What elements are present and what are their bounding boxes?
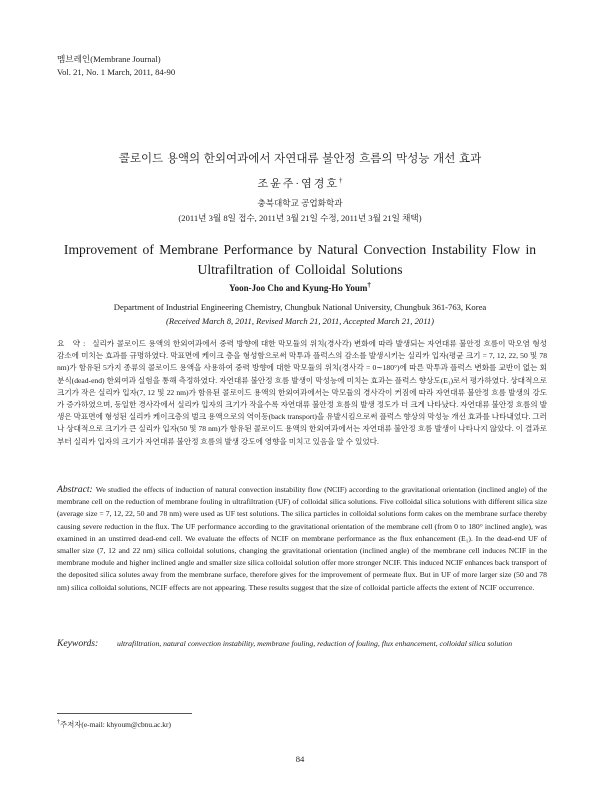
- english-dates: (Received March 8, 2011, Revised March 21, 2011, Accepted March 21, 2011): [165, 316, 435, 326]
- journal-header: [57, 53, 175, 79]
- korean-abstract-label: 요 약:: [57, 339, 89, 348]
- keywords: [57, 638, 547, 650]
- english-abstract-text: We studied the effects of induction of natural convection instability flow (NCIF) according to the gravitational orientation (inclined angle) of the membrane cell on the reduction of membrane fouling in ultrafiltration (UF) of colloidal silica solutions. Five colloidal silica solutions with different silica size (average size = 7, 12, 22, 50 and 78 nm) were used as UF test solutions. The silica particles in colloidal solutions form cakes on the membrane surface thereby causing severe reduction in the flux. The UF performance according to the gravitational orientation of the membrane cell (from 0 to 180° inclined angle), was examined in an unstirred dead-end cell. We evaluate the effects of NCIF on membrane performance as the flux enhancement (E₁). In the dead-end UF of smaller size (7, 12 and 22 nm) silica colloidal solutions, changing the gravitational orientation (inclined angle) of the membrane cell induces NCIF in the membrane module and higher inclined angle and smaller size silica colloidal solution offer more stronger NCIF. This induced NCIF enhances back transport of the deposited silica solutes away from the membrane surface, therefore gives for the improvement of permeate flux. But in UF of more larger size (50 and 78 nm) silica colloidal solutions, NCIF effects are not appearing. These results suggest that the size of colloidal particle affects the extent of NCIF occurrence.: [57, 485, 547, 592]
- keywords-text: ultrafiltration, natural convection instability, membrane fouling, reduction of fouling, flux enhancement, colloidal silica solution: [117, 639, 513, 648]
- journal-volume-issue: Vol. 21, No. 1 March, 2011, 84-90: [57, 67, 176, 77]
- english-authors: [0, 281, 600, 293]
- english-corresponding-mark: †: [367, 281, 371, 289]
- english-affiliation: Department of Industrial Engineering Chemistry, Chungbuk National University, Chungbuk 361-763, Korea: [113, 302, 487, 312]
- english-abstract-label: Abstract:: [57, 484, 93, 495]
- footnote-divider: [57, 713, 192, 714]
- korean-corresponding-mark: †: [338, 176, 343, 185]
- footnote: [57, 719, 171, 730]
- journal-name: 멤브레인(Membrane Journal): [57, 54, 161, 64]
- footnote-text: 주저자(e-mail: khyoum@cbnu.ac.kr): [60, 720, 171, 729]
- korean-author-names: 조윤주·염경호: [257, 178, 339, 190]
- keywords-label: Keywords:: [57, 638, 99, 649]
- korean-dates: (2011년 3월 8일 접수, 2011년 3월 21일 수정, 2011년 3월 21일 채택): [178, 213, 422, 223]
- english-title: Improvement of Membrane Performance by Natural Convection Instability Flow in Ultrafiltration of Colloidal Solutions: [63, 242, 537, 277]
- korean-abstract: [57, 338, 547, 448]
- korean-affiliation: 충북대학교 공업화학과: [257, 198, 343, 208]
- english-abstract: [57, 484, 547, 594]
- footnote-mark: †: [57, 719, 60, 726]
- korean-title: 콜로이드 용액의 한외여과에서 자연대류 불안정 흐름의 막성능 개선 효과: [118, 151, 482, 165]
- korean-abstract-text: 실리카 콜로이드 용액의 한외여과에서 중력 방향에 대한 막모듈의 위치(경사각) 변화에 따라 발생되는 자연대류 불안정 흐름이 막오염 형성 감소에 미치는 효과를 규명하였다. 막표면에 케이크 층을 형성함으로써 막투과 플럭스의 감소를 발생시키는 실리카 입자(평균 크기 = 7, 12, 22, 50 및 78 nm)가 함유된 5가지 종류의 콜로이드 용액을 사용하여 중력 방향에 대한 막모듈의 위치(경사각 = 0∼180°)에 따른 막투과 플럭스 변화를 교반이 없는 회분식(dead-end) 한외여과 실험을 통해 측정하였다. 자연대류 불안정 흐름 발생이 막성능에 미치는 효과는 플럭스 향상도(E₁)로서 평가하였다. 상대적으로 크기가 작은 실리카 입자(7, 12 및 22 nm)가 함유된 콜로이드 용액의 한외여과에서는 막모듈의 경사각이 커짐에 따라 자연대류 불안정 흐름 발생의 강도가 증가하였으며, 동일한 경사각에서 실리카 입자의 크기가 작을수록 자연대류 불안정 흐름의 발생 정도가 더 크게 나타났다. 자연대류 불안정 흐름의 발생은 막표면에 형성된 실리카 케이크층의 벌크 용액으로의 역이동(back transport)을 유발시킴으로써 플럭스 향상의 막성능 개선 효과를 나타내었다. 그러나 상대적으로 크기가 큰 실리카 입자(50 및 78 nm)가 함유된 콜로이드 용액의 한외여과에서는 자연대류 불안정 흐름 발생이 나타나지 않았다. 이 결과로부터 실리카 입자의 크기가 자연대류 불안정 흐름의 발생 강도에 영향을 미치고 있음을 알 수 있었다.: [57, 339, 547, 446]
- korean-authors: [0, 175, 600, 191]
- page-number: 84: [295, 754, 305, 764]
- english-author-names: Yoon-Joo Cho and Kyung-Ho Youm: [229, 283, 368, 293]
